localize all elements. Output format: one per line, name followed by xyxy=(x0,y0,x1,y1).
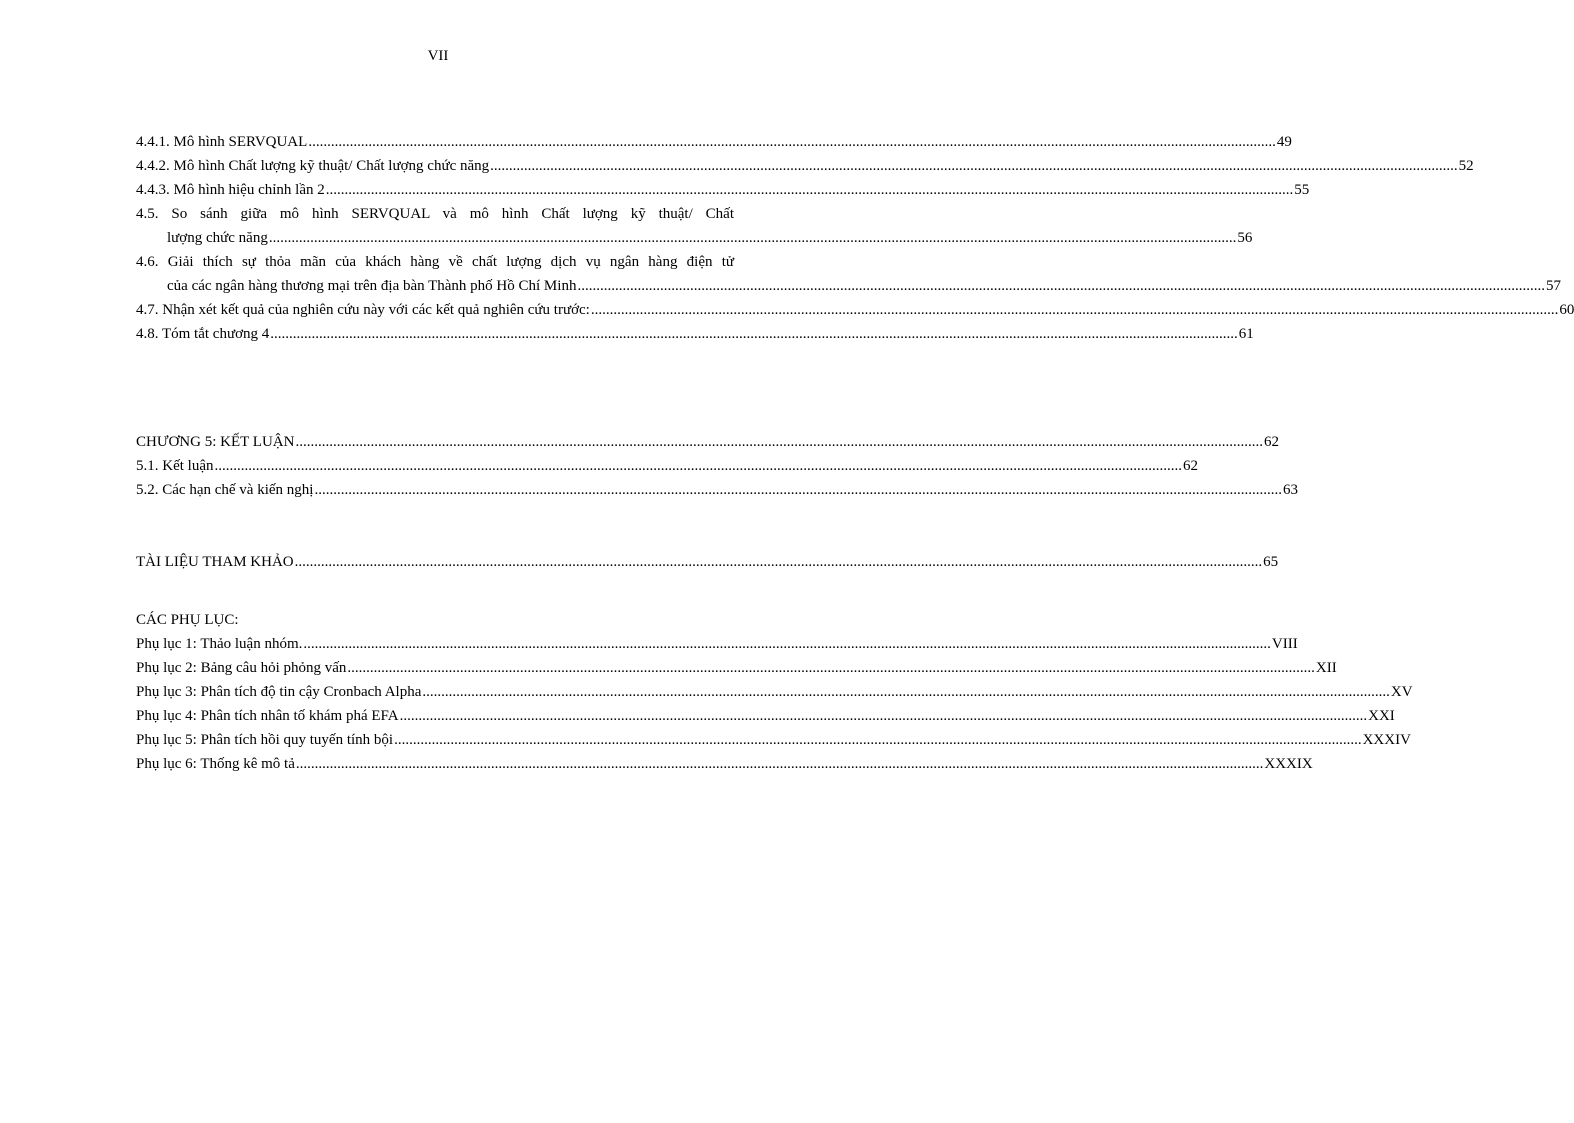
toc-leader-dots: .................................................................................................................................................................................................................................................................. xyxy=(394,732,1362,748)
toc-leader-dots: .................................................................................................................................................................................................................................................................. xyxy=(325,182,1294,198)
toc-entry-page: XXXIV xyxy=(1362,732,1411,748)
toc-entry-title: TÀI LIỆU THAM KHẢO xyxy=(136,554,294,570)
toc-entry-title: CHƯƠNG 5: KẾT LUẬN xyxy=(136,434,295,450)
toc-entry-page: XXI xyxy=(1368,708,1395,724)
toc-entry[interactable] xyxy=(136,728,1411,752)
toc-entry-page: XV xyxy=(1390,684,1413,700)
toc-leader-dots: .................................................................................................................................................................................................................................................................. xyxy=(422,684,1390,700)
toc-leader-dots: .................................................................................................................................................................................................................................................................. xyxy=(399,708,1368,724)
toc-entry[interactable] xyxy=(136,454,1198,478)
toc-entry-page: XXXIX xyxy=(1264,756,1313,772)
toc-entry[interactable] xyxy=(136,178,1310,202)
toc-entry[interactable] xyxy=(136,680,1413,704)
toc-entry-title: 4.4.2. Mô hình Chất lượng kỹ thuật/ Chất lượng chức năng xyxy=(136,158,490,174)
toc-leader-dots: .................................................................................................................................................................................................................................................................. xyxy=(270,326,1238,342)
toc-entry[interactable] xyxy=(136,130,1292,154)
toc-leader-dots: .................................................................................................................................................................................................................................................................. xyxy=(295,434,1263,450)
toc-leader-dots: .................................................................................................................................................................................................................................................................. xyxy=(294,554,1263,570)
toc-entry-title: 5.2. Các hạn chế và kiến nghị xyxy=(136,482,314,498)
toc-entry[interactable] xyxy=(136,752,1313,776)
appendix-heading: CÁC PHỤ LỤC: xyxy=(136,612,239,628)
toc-entry[interactable] xyxy=(136,632,1298,656)
toc-references-section xyxy=(136,550,1279,574)
toc-entry-title-line1[interactable]: 4.6. Giải thích sự thỏa mãn của khách hàng về chất lượng dịch vụ ngân hàng điện tử xyxy=(136,254,734,270)
page-number: VII xyxy=(427,48,449,64)
toc-entry[interactable] xyxy=(136,656,1337,680)
toc-chapter-5-section xyxy=(136,430,1298,502)
toc-entry-title: Phụ lục 4: Phân tích nhân tố khám phá EFA xyxy=(136,708,399,724)
toc-entry-title: Phụ lục 6: Thống kê mô tả xyxy=(136,756,295,772)
toc-entry[interactable] xyxy=(136,154,1474,178)
toc-entry-title: Phụ lục 5: Phân tích hồi quy tuyến tính bội xyxy=(136,732,394,748)
toc-entry-page: 57 xyxy=(1545,278,1561,294)
toc-entry-title: 4.8. Tóm tắt chương 4 xyxy=(136,326,270,342)
toc-leader-dots: .................................................................................................................................................................................................................................................................. xyxy=(268,230,1237,246)
toc-appendix-section xyxy=(136,608,1413,776)
toc-leader-dots: .................................................................................................................................................................................................................................................................. xyxy=(347,660,1315,676)
toc-leader-dots: .................................................................................................................................................................................................................................................................. xyxy=(214,458,1182,474)
toc-leader-dots: .................................................................................................................................................................................................................................................................. xyxy=(314,482,1282,498)
toc-entry[interactable] xyxy=(136,430,1279,454)
toc-entry-title: Phụ lục 3: Phân tích độ tin cậy Cronbach Alpha xyxy=(136,684,422,700)
toc-entry-title: 5.1. Kết luận xyxy=(136,458,214,474)
toc-entry[interactable] xyxy=(136,226,1253,250)
toc-entry-page: 63 xyxy=(1282,482,1298,498)
toc-entry-page: 49 xyxy=(1276,134,1292,150)
toc-leader-dots: .................................................................................................................................................................................................................................................................. xyxy=(303,636,1271,652)
toc-entry-page: 55 xyxy=(1294,182,1310,198)
toc-entry-title-line1[interactable]: 4.5. So sánh giữa mô hình SERVQUAL và mô hình Chất lượng kỹ thuật/ Chất xyxy=(136,206,734,222)
toc-leader-dots: .................................................................................................................................................................................................................................................................. xyxy=(308,134,1276,150)
toc-leader-dots: .................................................................................................................................................................................................................................................................. xyxy=(590,302,1559,318)
toc-entry-title: 4.7. Nhận xét kết quả của nghiên cứu này với các kết quả nghiên cứu trước: xyxy=(136,302,590,318)
toc-entry-title: 4.4.3. Mô hình hiệu chỉnh lần 2 xyxy=(136,182,325,198)
toc-leader-dots: .................................................................................................................................................................................................................................................................. xyxy=(295,756,1264,772)
toc-entry[interactable] xyxy=(136,322,1254,346)
toc-entry[interactable] xyxy=(136,704,1395,728)
toc-entry-page: 65 xyxy=(1263,554,1279,570)
toc-entry-page: 60 xyxy=(1559,302,1574,318)
toc-entry-page: 62 xyxy=(1182,458,1198,474)
toc-entry-title-line2: của các ngân hàng thương mại trên địa bàn Thành phố Hồ Chí Minh xyxy=(167,278,577,294)
toc-entry-title: Phụ lục 1: Thảo luận nhóm. xyxy=(136,636,303,652)
toc-entry-page: 62 xyxy=(1263,434,1279,450)
toc-entry[interactable] xyxy=(136,478,1298,502)
toc-entry-title: 4.4.1. Mô hình SERVQUAL xyxy=(136,134,308,150)
toc-entry-page: 52 xyxy=(1458,158,1474,174)
toc-entry[interactable] xyxy=(136,274,1561,298)
toc-entry-title: Phụ lục 2: Bảng câu hỏi phỏng vấn xyxy=(136,660,347,676)
toc-leader-dots: .................................................................................................................................................................................................................................................................. xyxy=(577,278,1545,294)
toc-entry-page: 61 xyxy=(1238,326,1254,342)
toc-entry-page: 56 xyxy=(1237,230,1253,246)
toc-entry[interactable] xyxy=(136,550,1279,574)
toc-entry-page: VIII xyxy=(1271,636,1298,652)
toc-entry-page: XII xyxy=(1315,660,1337,676)
toc-entry[interactable] xyxy=(136,298,1574,322)
toc-chapter-4-section xyxy=(136,130,1574,346)
toc-leader-dots: .................................................................................................................................................................................................................................................................. xyxy=(490,158,1458,174)
toc-entry-title-line2: lượng chức năng xyxy=(167,230,268,246)
